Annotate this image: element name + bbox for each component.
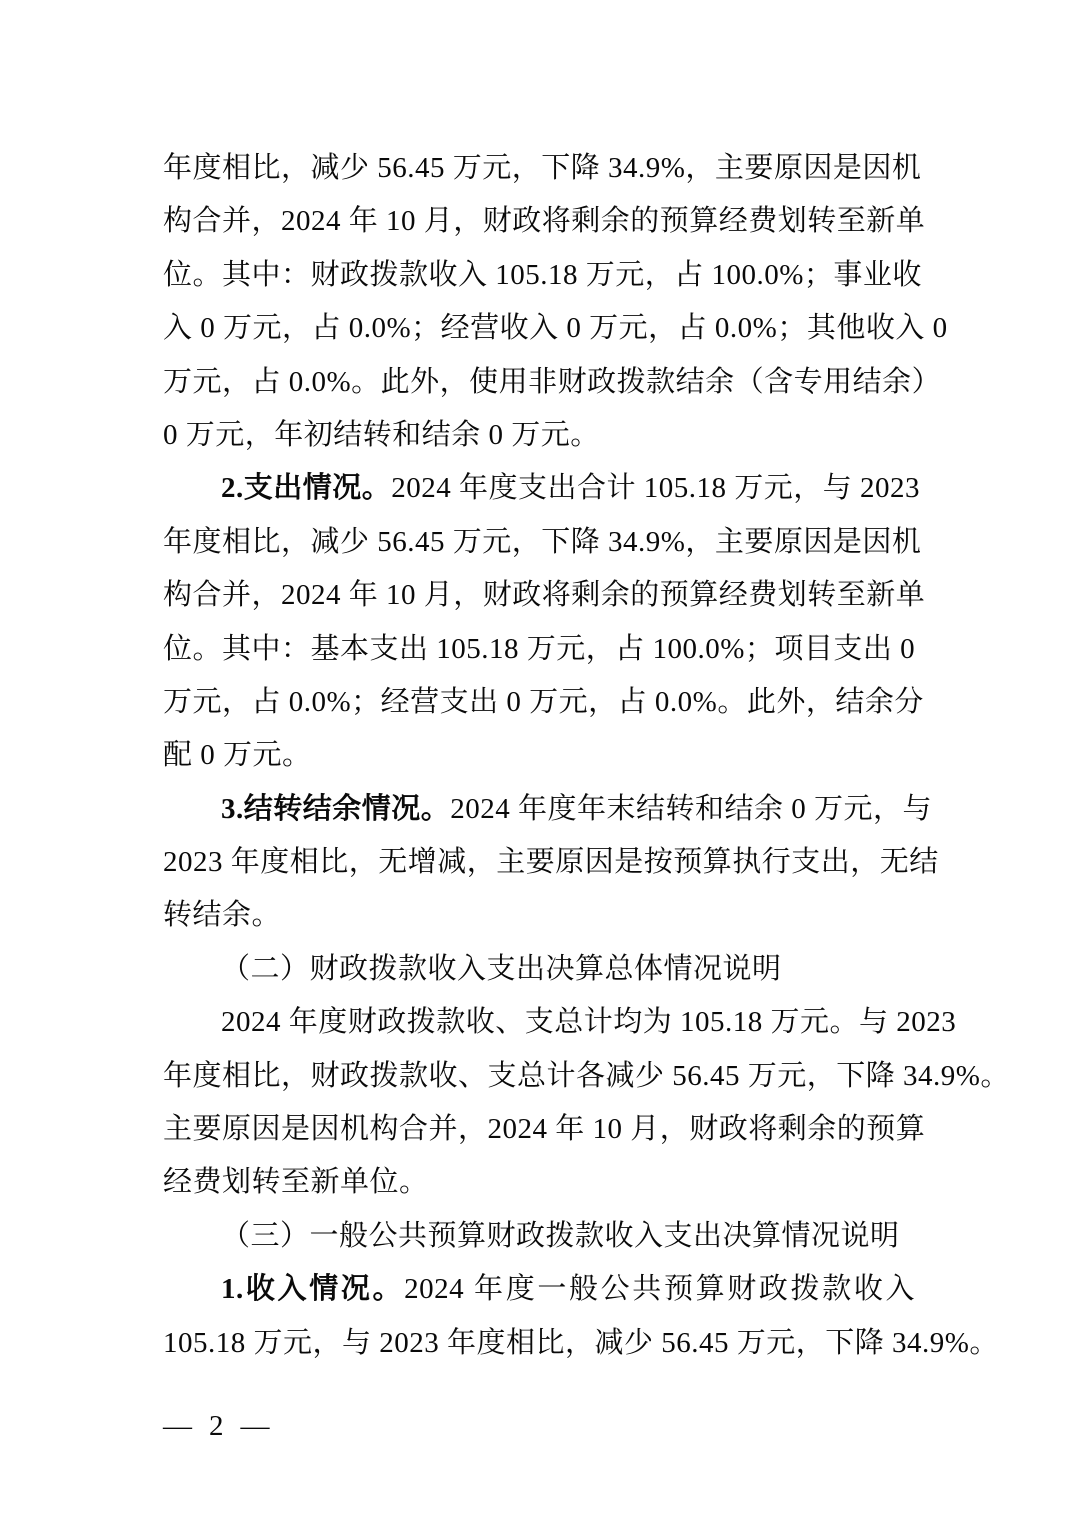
text-line xyxy=(163,729,915,782)
emphasis-run: 3.结转结余情况。 xyxy=(221,792,451,825)
body-run: 105.18 万元，与 2023 年度相比，减少 56.45 万元，下降 34.9%。 xyxy=(163,1326,999,1359)
text-line xyxy=(163,1103,926,1156)
body-run: 位。其中：基本支出 105.18 万元，占 100.0%；项目支出 0 xyxy=(163,632,916,665)
heading-section-three xyxy=(163,1210,915,1263)
text-line xyxy=(163,943,915,996)
text-line xyxy=(163,1263,915,1316)
body-run: 构合并，2024 年 10 月，财政将剩余的预算经费划转至新单 xyxy=(163,579,926,612)
emphasis-run: 2.支出情况。 xyxy=(221,472,392,505)
text-line xyxy=(163,1156,915,1209)
body-run: 主要原因是因机构合并，2024 年 10 月，财政将剩余的预算 xyxy=(163,1113,926,1146)
body-run: 2023 年度相比，无增减，主要原因是按预算执行支出，无结 xyxy=(163,846,939,879)
para-carryover-situation xyxy=(163,783,939,943)
text-line xyxy=(163,676,924,729)
text-line xyxy=(163,836,939,889)
body-run: 经费划转至新单位。 xyxy=(163,1166,429,1199)
text-line xyxy=(163,356,942,409)
body-run: 2024 年度年末结转和结余 0 万元，与 xyxy=(450,792,933,825)
heading-section-two xyxy=(163,943,915,996)
body-run: 0 万元，年初结转和结余 0 万元。 xyxy=(163,418,600,451)
footer-page-number: 2 xyxy=(209,1410,224,1442)
document-body xyxy=(163,142,1010,1370)
para-income-continuation xyxy=(163,142,948,462)
body-run: （三）一般公共预算财政拨款收入支出决算情况说明 xyxy=(221,1219,900,1252)
body-run: 配 0 万元。 xyxy=(163,739,312,772)
text-line xyxy=(163,195,926,248)
text-line xyxy=(163,623,915,676)
text-line xyxy=(163,996,957,1049)
footer-dash-right: — xyxy=(240,1410,270,1442)
text-line xyxy=(163,516,922,569)
body-run: 万元，占 0.0%；经营支出 0 万元，占 0.0%。此外，结余分 xyxy=(163,685,924,718)
para-income-situation xyxy=(163,1263,999,1370)
para-fiscal-appropriation-total xyxy=(163,996,1010,1210)
body-run: 2024 年度财政拨款收、支总计均为 105.18 万元。与 2023 xyxy=(221,1006,957,1039)
text-line xyxy=(163,889,915,942)
body-run: （二）财政拨款收入支出决算总体情况说明 xyxy=(221,952,782,985)
text-line xyxy=(163,1317,999,1370)
text-line xyxy=(163,1210,915,1263)
footer-dash-left: — xyxy=(163,1410,192,1442)
text-line xyxy=(163,462,921,515)
body-run: 入 0 万元，占 0.0%；经营收入 0 万元，占 0.0%；其他收入 0 xyxy=(163,312,948,345)
text-line xyxy=(163,1050,1010,1103)
body-run: 年度相比，减少 56.45 万元，下降 34.9%，主要原因是因机 xyxy=(163,525,922,558)
text-line xyxy=(163,249,922,302)
body-run: 年度相比，减少 56.45 万元，下降 34.9%，主要原因是因机 xyxy=(163,152,922,184)
body-run: 转结余。 xyxy=(163,899,282,932)
para-expenditure-situation xyxy=(163,462,926,782)
text-line xyxy=(163,142,922,195)
text-line xyxy=(163,409,915,462)
body-run: 2024 年度一般公共预算财政拨款收入 xyxy=(404,1273,915,1306)
text-line xyxy=(163,569,926,622)
emphasis-run: 1.收入情况。 xyxy=(221,1273,405,1306)
body-run: 年度相比，财政拨款收、支总计各减少 56.45 万元，下降 34.9%。 xyxy=(163,1059,1010,1092)
body-run: 2024 年度支出合计 105.18 万元，与 2023 xyxy=(391,472,921,505)
body-run: 位。其中：财政拨款收入 105.18 万元，占 100.0%；事业收 xyxy=(163,258,922,291)
text-line xyxy=(163,302,948,355)
text-line xyxy=(163,783,933,836)
body-run: 万元，占 0.0%。此外，使用非财政拨款结余（含专用结余） xyxy=(163,365,942,398)
body-run: 构合并，2024 年 10 月，财政将剩余的预算经费划转至新单 xyxy=(163,205,926,238)
page-footer xyxy=(163,1406,270,1446)
